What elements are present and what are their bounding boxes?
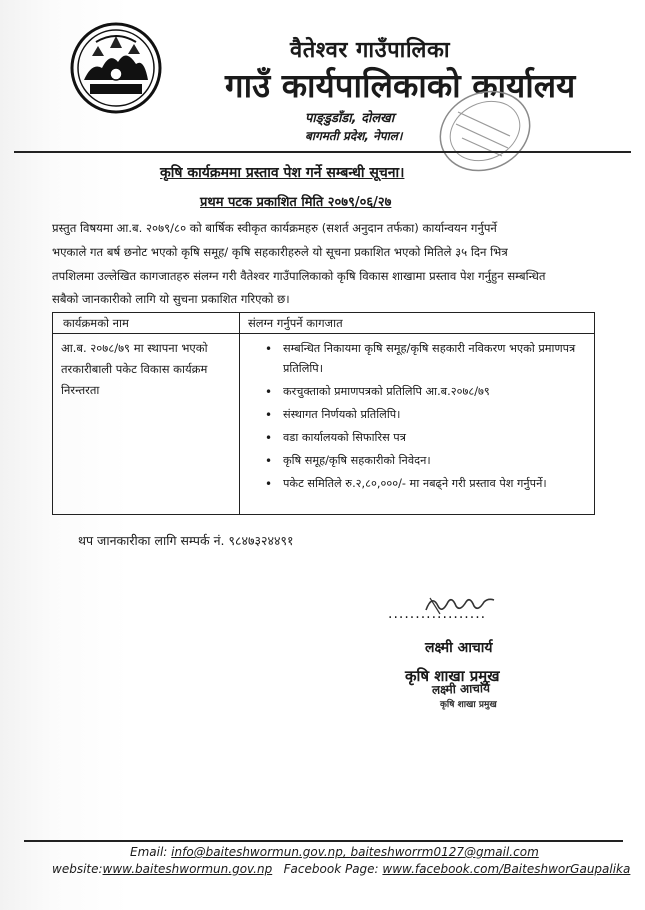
header-divider	[14, 151, 631, 153]
published-date: प्रथम पटक प्रकाशित मिति २०७९/०६/२७	[200, 195, 392, 210]
body-line: प्रस्तुत विषयमा आ.ब. २०७९/८० को बार्षिक स्वीकृत कार्यक्रमहरु (सशर्त अनुदान तर्फका) कार्यान्वयन गर्नुपर्ने	[52, 221, 497, 235]
facebook-label: Facebook Page:	[283, 862, 379, 876]
column-header-documents: संलग्न गर्नुपर्ने कागजात	[248, 316, 343, 330]
office-name: गाउँ कार्यपालिकाको कार्यालय	[225, 66, 576, 105]
list-item	[261, 339, 591, 379]
body-line: भएकाले गत बर्ष छनोट भएको कृषि समूह/ कृषि सहकारीहरुले यो सूचना प्रकाशित भएको मितिले ३५ दिन भित्र	[52, 245, 508, 259]
office-stamp	[430, 86, 535, 176]
document-item-text: पकेट समितिले रु.२,८०,०००/- मा नबढ्ने गरी प्रस्ताव पेश गर्नुपर्ने।	[283, 477, 547, 490]
document-item-text: वडा कार्यालयको सिफारिस पत्र	[283, 431, 406, 444]
stamp-name: लक्ष्मी आचार्य	[431, 680, 491, 698]
document-item-text: कृषि समूह/कृषि सहकारीको निवेदन।	[283, 454, 431, 467]
footer-website	[52, 862, 630, 876]
list-item	[261, 428, 591, 448]
list-item	[261, 474, 591, 494]
website-link[interactable]: www.baiteshwormun.gov.np	[102, 862, 273, 876]
body-line: तपशिलमा उल्लेखित कागजातहरु संलग्न गरी वैतेश्वर गाउँपालिकाको कृषि विकास शाखामा प्रस्ताव पेश गर्नुहुन सम्बन्धित	[52, 269, 546, 283]
bullet-icon: •	[265, 454, 273, 468]
list-item	[261, 405, 591, 425]
column-header-program: कार्यक्रमको नाम	[63, 316, 129, 330]
stamp-post: कृषि शाखा प्रमुख	[440, 700, 497, 710]
municipality-emblem	[70, 22, 162, 114]
list-item	[261, 382, 591, 402]
body-line: सबैको जानकारीको लागि यो सुचना प्रकाशित गरिएको छ।	[52, 292, 290, 306]
facebook-link[interactable]: www.facebook.com/BaiteshworGaupalika	[382, 862, 631, 876]
address-line-1: पाङ्डुडाँडा, दोलखा	[305, 111, 395, 126]
bullet-icon: •	[265, 342, 273, 356]
documents-list	[261, 339, 591, 497]
footer-email	[130, 845, 539, 859]
bullet-icon: •	[265, 431, 273, 445]
email-link[interactable]: info@baiteshwormun.gov.np, baiteshworrm0127@gmail.com	[171, 845, 539, 859]
signatory-name: लक्ष्मी आचार्य	[425, 640, 493, 656]
document-item-text: सम्बन्धित निकायमा कृषि समूह/कृषि सहकारी नविकरण भएको प्रमाणपत्र प्रतिलिपि।	[283, 342, 576, 375]
contact-number: थप जानकारीका लागि सम्पर्क नं. ९८४७३२४४९१	[78, 533, 294, 548]
table-column-divider	[239, 313, 240, 514]
document-item-text: करचुक्ताको प्रमाणपत्रको प्रतिलिपि आ.ब.२०७८/७९	[283, 385, 490, 398]
signatory-post: कृषि शाखा प्रमुख	[405, 667, 500, 685]
municipality-name: वैतेश्वर गाउँपालिका	[290, 38, 451, 63]
bullet-icon: •	[265, 408, 273, 422]
requirements-table	[52, 312, 595, 515]
notice-title: कृषि कार्यक्रममा प्रस्ताव पेश गर्ने सम्बन्धी सूचना।	[160, 165, 405, 181]
program-name-cell: आ.ब. २०७८/७९ मा स्थापना भएको तरकारीबाली पकेट विकास कार्यक्रम निरन्तरता	[61, 341, 208, 397]
document-item-text: संस्थागत निर्णयको प्रतिलिपि।	[283, 408, 401, 421]
list-item	[261, 451, 591, 471]
footer-divider	[24, 840, 623, 842]
address-line-2: बागमती प्रदेश, नेपाल।	[305, 129, 403, 143]
bullet-icon: •	[265, 477, 273, 491]
website-label: website:	[52, 862, 103, 876]
bullet-icon: •	[265, 385, 273, 399]
signature-line: ..................	[388, 606, 487, 622]
email-label: Email:	[130, 845, 168, 859]
